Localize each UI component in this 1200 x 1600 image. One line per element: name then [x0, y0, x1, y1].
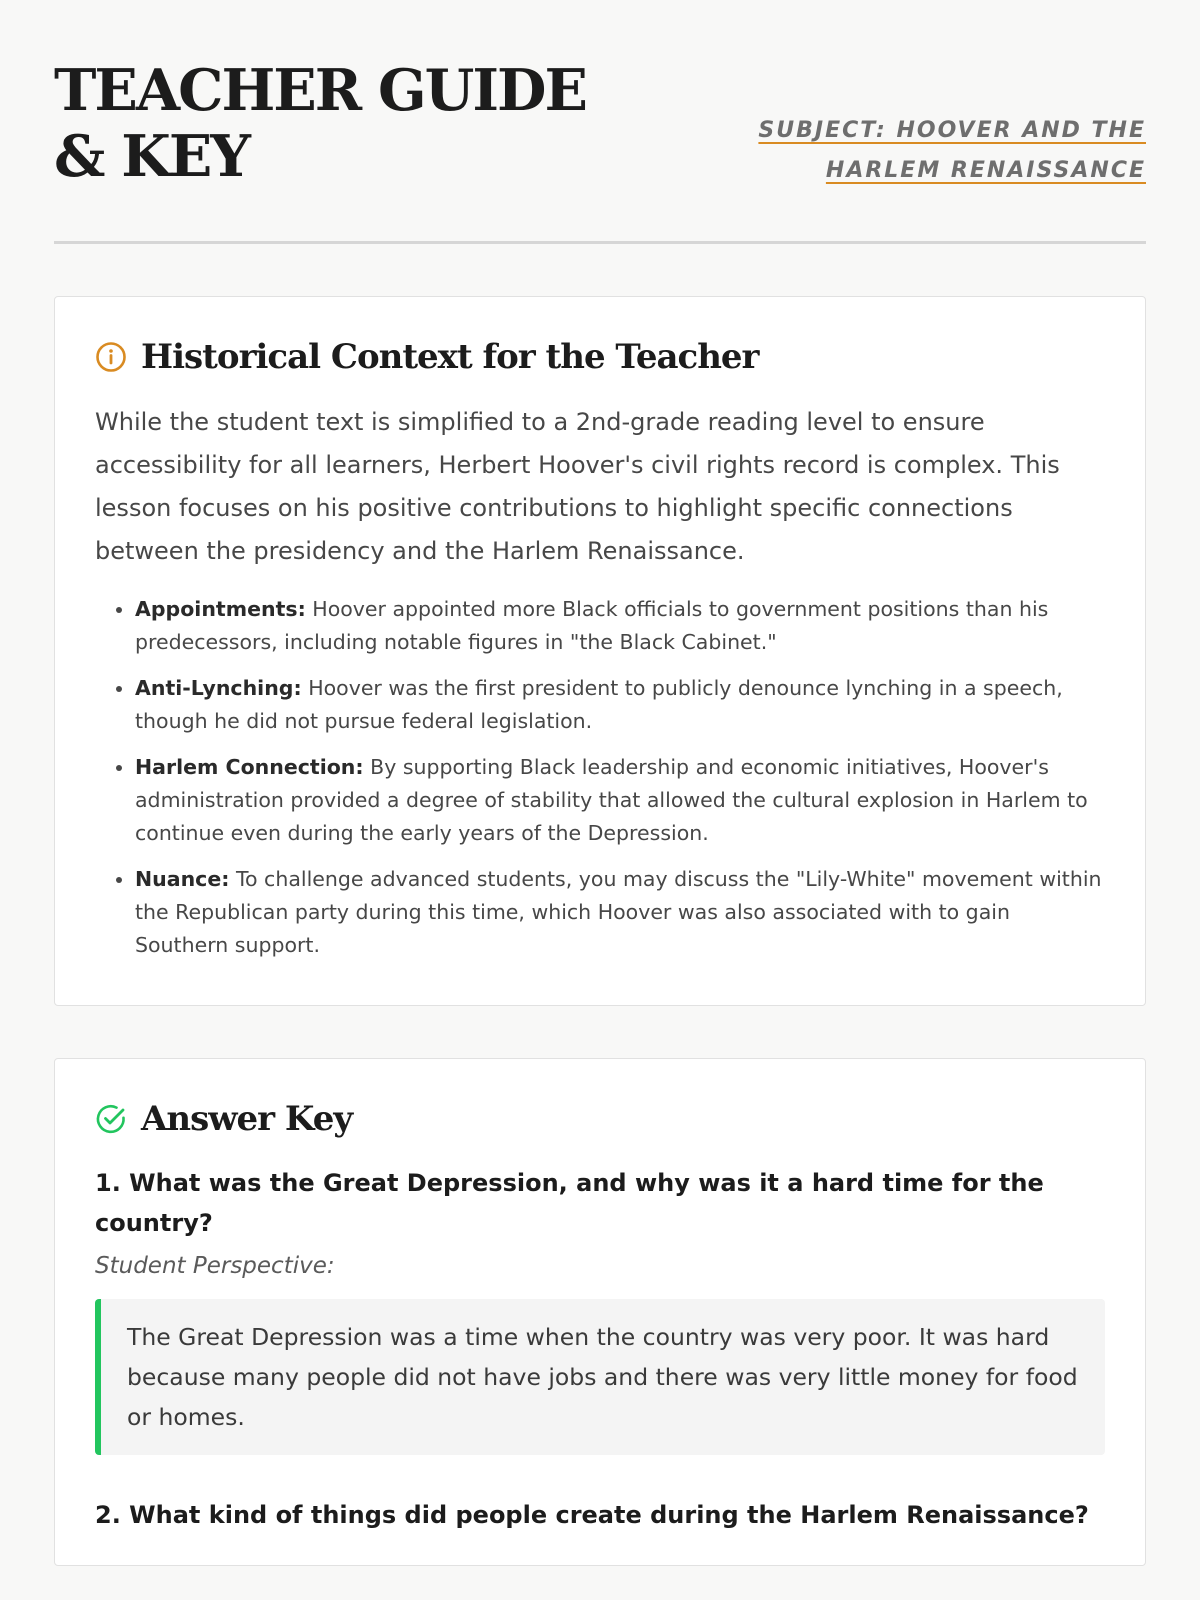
answer-key-header: [95, 1097, 1105, 1141]
answer-key-title: Answer Key: [141, 1099, 353, 1139]
answer-key-card: [54, 1058, 1146, 1566]
context-title: Historical Context for the Teacher: [141, 337, 759, 377]
point-label: Nuance:: [135, 867, 230, 891]
list-item: [135, 672, 1105, 738]
subject-label: SUBJECT: HOOVER AND THE HARLEM RENAISSANCE: [758, 118, 1146, 183]
question-text: 1. What was the Great Depression, and why was it a hard time for the country?: [95, 1169, 1044, 1237]
point-text: Hoover appointed more Black officials to government positions than his predecessors, including notable figures in "the Black Cabinet.": [135, 597, 1049, 654]
page-title: TEACHER GUIDE & KEY: [54, 57, 586, 190]
point-text: To challenge advanced students, you may discuss the "Lily-White" movement within the Republican party during this time, which Hoover was also associated with to gain Southern support.: [135, 867, 1102, 957]
point-label: Anti-Lynching:: [135, 676, 302, 700]
question-block: [95, 1163, 1105, 1455]
list-item: [135, 593, 1105, 659]
answer-text: The Great Depression was a time when the country was very poor. It was hard because many people did not have jobs and there was very little money for food or homes.: [95, 1299, 1105, 1455]
point-label: Appointments:: [135, 597, 306, 621]
question-text: 2. What kind of things did people create during the Harlem Renaissance?: [95, 1501, 1089, 1529]
historical-context-card: [54, 296, 1146, 1006]
info-icon: [95, 341, 127, 373]
context-points: [95, 593, 1105, 962]
list-item: [135, 863, 1105, 962]
perspective-label: Student Perspective:: [95, 1253, 335, 1279]
point-label: Harlem Connection:: [135, 755, 364, 779]
page-header: [54, 0, 1146, 244]
context-card-header: [95, 335, 1105, 379]
point-text: Hoover was the first president to publicly denounce lynching in a speech, though he did not pursue federal legislation.: [135, 676, 1063, 733]
context-intro: While the student text is simplified to a 2nd-grade reading level to ensure accessibility for all learners, Herbert Hoover's civil rights record is complex. This lesson focuses on his positive contributions to highlight specific connections between the presidency and the Harlem Renaissance.: [95, 408, 1060, 565]
question-block: [95, 1495, 1105, 1535]
list-item: [135, 751, 1105, 850]
point-text: By supporting Black leadership and economic initiatives, Hoover's administration provided a degree of stability that allowed the cultural explosion in Harlem to continue even during the early years of the Depression.: [135, 755, 1088, 845]
check-circle-icon: [95, 1103, 127, 1135]
